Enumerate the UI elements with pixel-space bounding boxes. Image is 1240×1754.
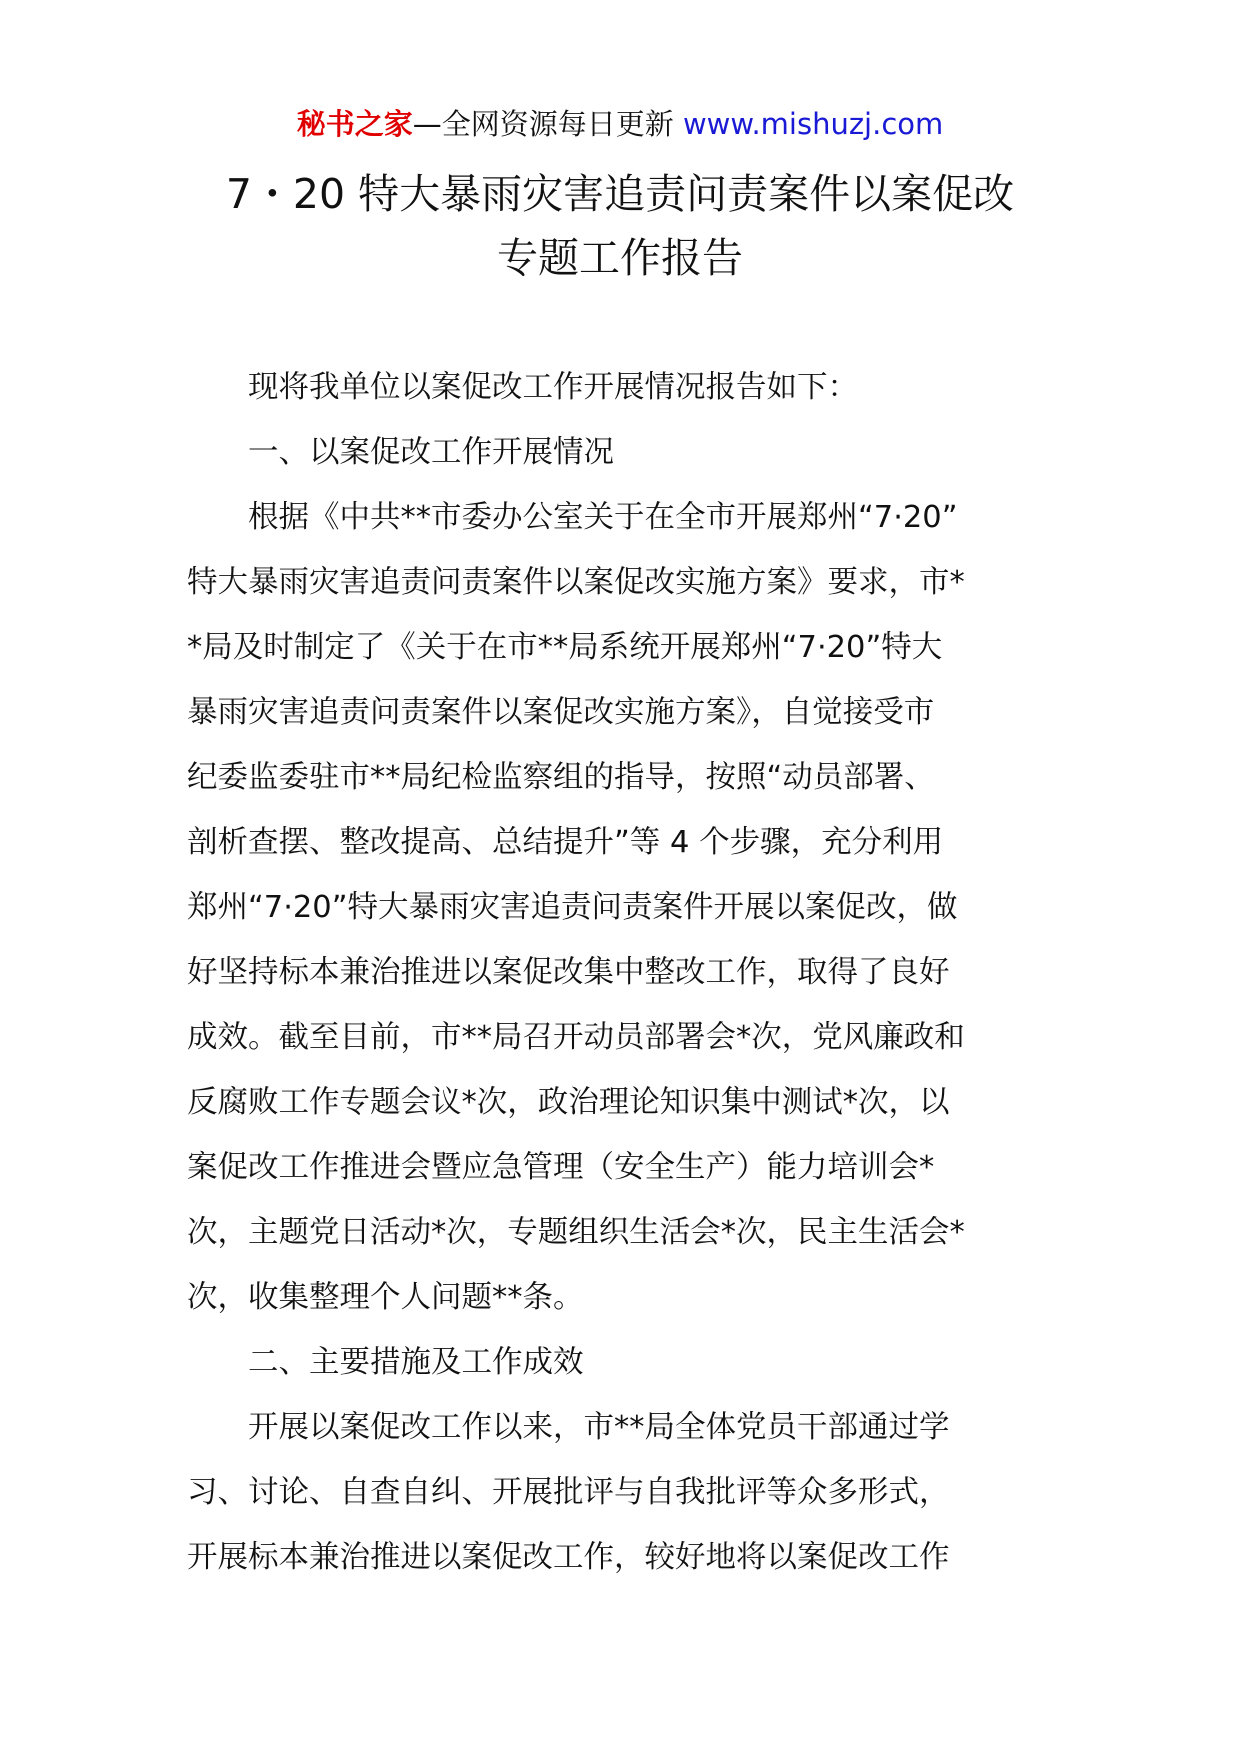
paragraph-line: 特大暴雨灾害追责问责案件以案促改实施方案》要求，市*	[187, 565, 965, 600]
paragraph-line: 纪委监委驻市**局纪检监察组的指导，按照“动员部署、	[187, 760, 935, 795]
paragraph-1	[187, 485, 1053, 1330]
paragraph-line: *局及时制定了《关于在市**局系统开展郑州“7·20”特大	[187, 630, 943, 665]
paragraph-line: 暴雨灾害追责问责案件以案促改实施方案》，自觉接受市	[187, 695, 935, 730]
document-title	[0, 162, 1240, 290]
site-header	[0, 102, 1240, 146]
paragraph-line: 次，收集整理个人问题**条。	[187, 1280, 584, 1315]
paragraph-line: 剖析查摆、整改提高、总结提升”等 4 个步骤，充分利用	[187, 825, 944, 860]
site-url-link[interactable]: www.mishuzj.com	[682, 107, 944, 141]
paragraph-line: 成效。截至目前，市**局召开动员部署会*次，党风廉政和	[187, 1020, 965, 1055]
paragraph-line: 习、讨论、自查自纠、开展批评与自我批评等众多形式，	[187, 1475, 950, 1510]
section-1-heading: 一、以案促改工作开展情况	[248, 435, 614, 470]
paragraph-line: 开展标本兼治推进以案促改工作，较好地将以案促改工作	[187, 1540, 950, 1575]
section-2-heading: 二、主要措施及工作成效	[248, 1345, 584, 1380]
paragraph-line: 次，主题党日活动*次，专题组织生活会*次，民主生活会*	[187, 1215, 965, 1250]
paragraph-2	[187, 1395, 1053, 1590]
paragraph-line: 好坚持标本兼治推进以案促改集中整改工作，取得了良好	[187, 955, 950, 990]
title-line-2: 专题工作报告	[497, 234, 743, 282]
intro-paragraph: 现将我单位以案促改工作开展情况报告如下：	[248, 370, 858, 405]
paragraph-line: 根据《中共**市委办公室关于在全市开展郑州“7·20”	[248, 500, 958, 535]
site-brand: 秘书之家	[296, 107, 413, 141]
paragraph-line: 反腐败工作专题会议*次，政治理论知识集中测试*次，以	[187, 1085, 950, 1120]
paragraph-line: 郑州“7·20”特大暴雨灾害追责问责案件开展以案促改，做	[187, 890, 958, 925]
paragraph-line: 开展以案促改工作以来，市**局全体党员干部通过学	[248, 1410, 950, 1445]
paragraph-line: 案促改工作推进会暨应急管理（安全生产）能力培训会*	[187, 1150, 935, 1185]
title-line-1: 7・20 特大暴雨灾害追责问责案件以案促改	[225, 170, 1015, 218]
site-slogan: —全网资源每日更新	[412, 107, 674, 141]
document-body	[187, 355, 1053, 1590]
